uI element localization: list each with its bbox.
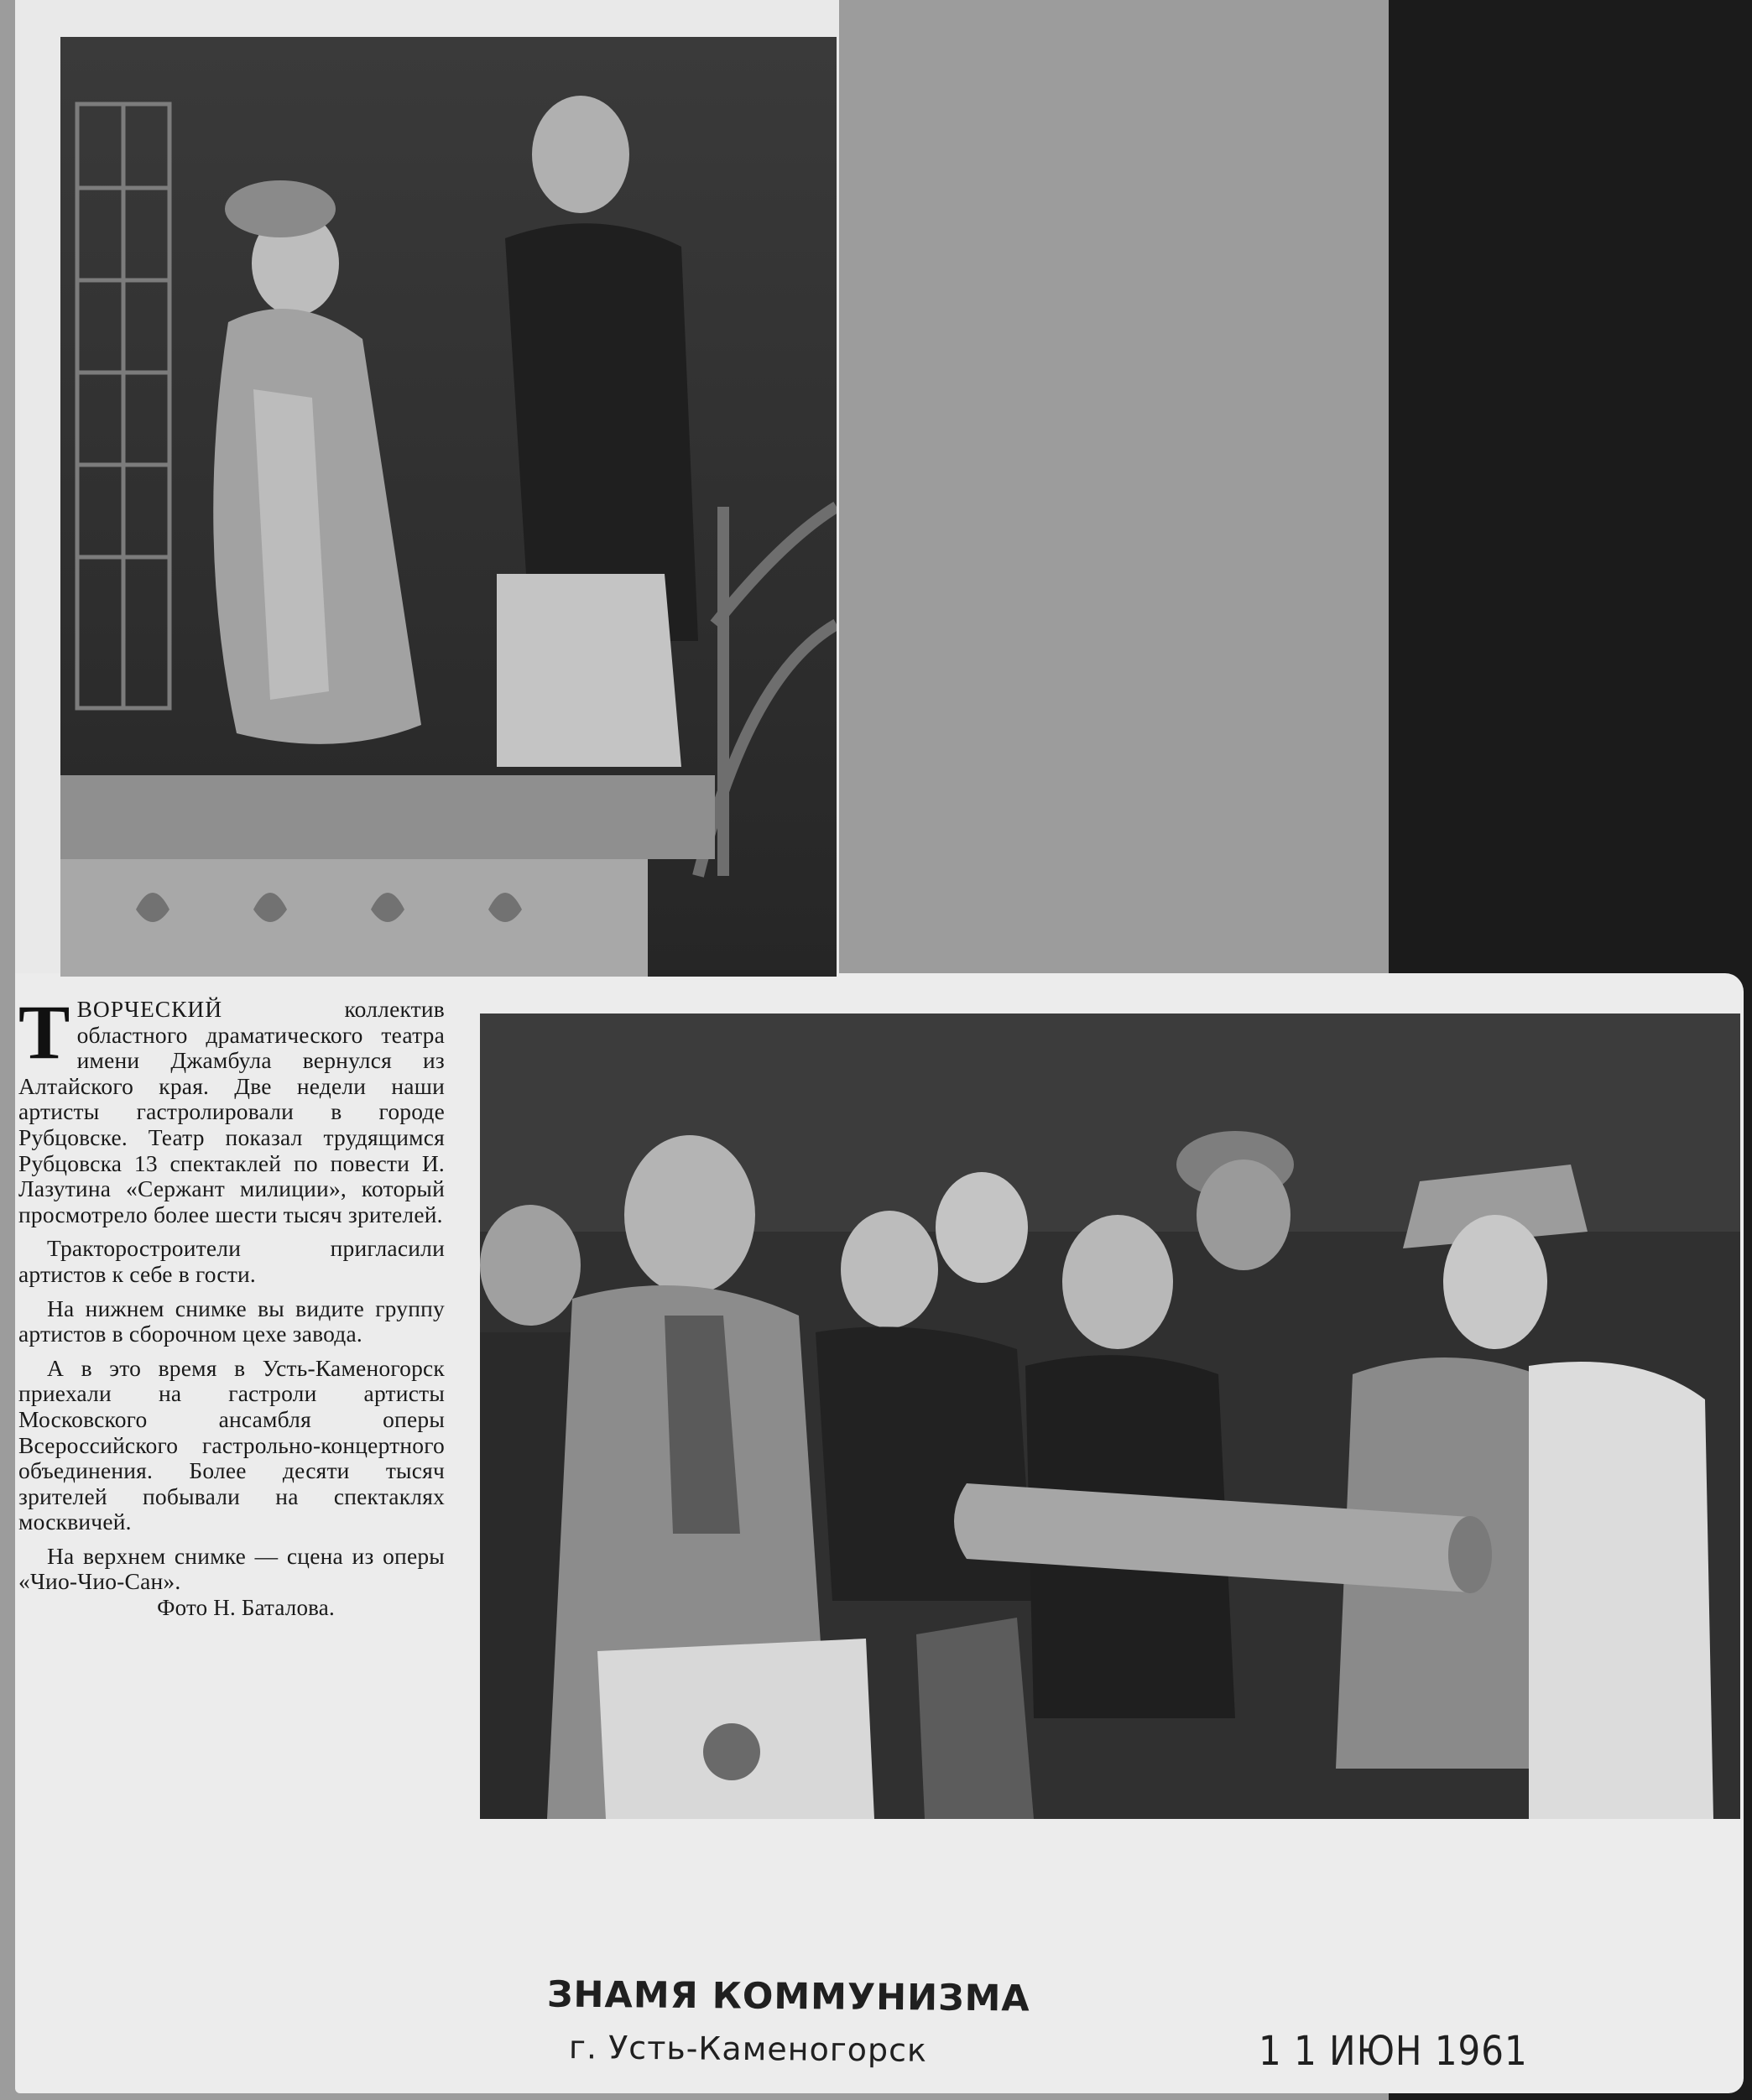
newspaper-stamp: ЗНАМЯ КОММУНИЗМА <box>546 1973 1030 2020</box>
drop-cap: Т <box>18 989 70 1075</box>
assembly-shop-photo <box>480 1014 1740 1819</box>
article-paragraph-4: А в это время в Усть-Каменогорск приехали на гастроли артисты Московского ансамбля оперы Всероссийского гастрольно-концертного объединения. Более десяти тысяч зрителей побывали на спектаклях москвичей. <box>18 1354 445 1535</box>
lead-caps: ВОРЧЕСКИЙ <box>76 996 223 1022</box>
city-stamp: г. Усть-Каменогорск <box>568 2029 928 2069</box>
date-stamp: 1 1 ИЮН 1961 <box>1259 2027 1528 2075</box>
article-paragraph-1 <box>18 989 445 1227</box>
opera-scene-photo <box>60 37 837 977</box>
article-paragraph-5: На верхнем снимке — сцена из оперы «Чио-Чио-Сан». <box>18 1542 445 1595</box>
article-text <box>18 989 445 1621</box>
paragraph-1-text: коллектив областного драматического театра имени Джамбула вернулся из Алтайского края. Две недели наши артисты гастролировали в городе Рубцовске. Театр показал трудящимся Рубцовска 13 спектаклей по повести И. Лазутина «Сержант милиции», который просмотрело более шести тысяч зрителей. <box>18 996 445 1227</box>
article-paragraph-3: На нижнем снимке вы видите группу артистов в сборочном цехе завода. <box>18 1295 445 1347</box>
article-paragraph-2: Тракторостроители пригласили артистов к себе в гости. <box>18 1235 445 1287</box>
photo-credit: Фото Н. Баталова. <box>157 1595 335 1621</box>
